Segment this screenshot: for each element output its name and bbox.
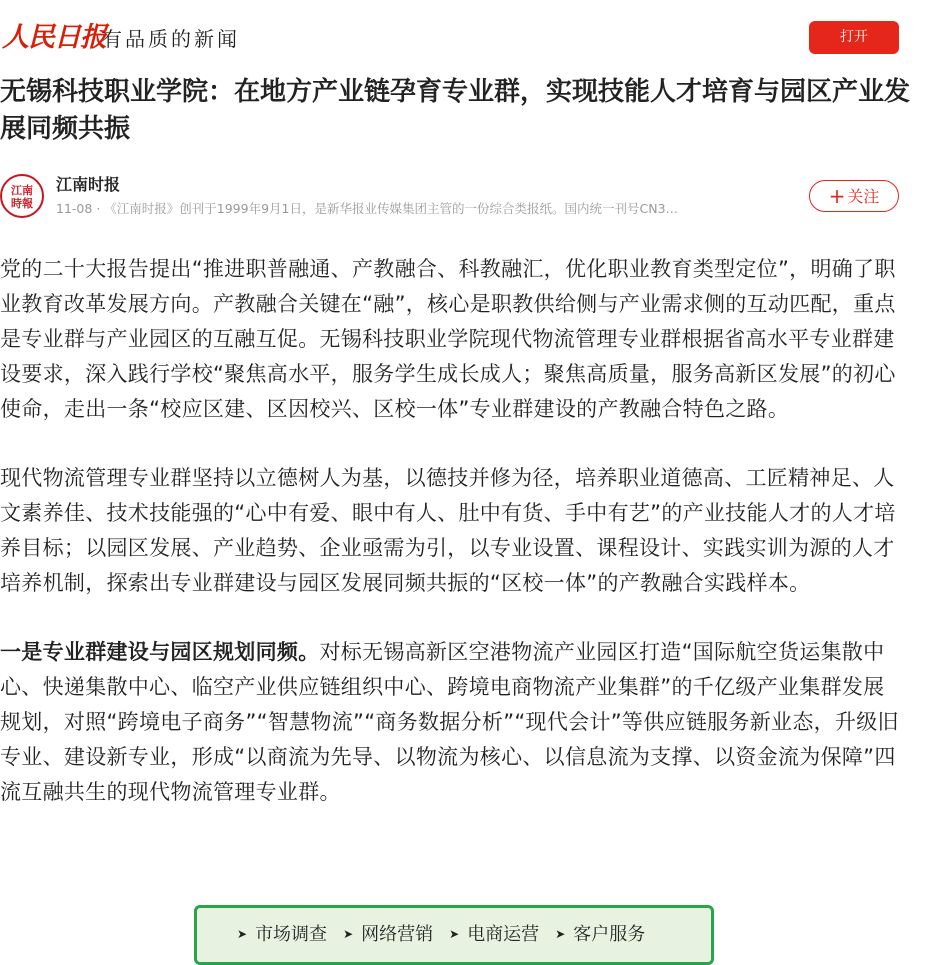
figure-item: ➤ 网络营销 (343, 920, 433, 946)
section-heading: 一是专业群建设与园区规划同频。 (0, 640, 320, 664)
author-meta (56, 200, 786, 218)
author-description: 《江南时报》创刊于1999年9月1日，是新华报业传媒集团主管的一份综合类报纸。国内统一刊号CN3… (104, 201, 679, 216)
jiangnan-times-seal-icon (2, 176, 42, 216)
paragraph-1: 党的二十大报告提出“推进职普融通、产教融合、科教融汇，优化职业教育类型定位”，明确了职业教育改革发展方向。产教融合关键在“融”，核心是职教供给侧与产业需求侧的互动匹配，重点是专业群与产业园区的互融互促。无锡科技职业学院现代物流管理专业群根据省高水平专业群建设要求，深入践行学校“聚焦高水平，服务学生成长成人；聚焦高质量，服务高新区发展”的初心使命，走出一条“校应区建、区因校兴、区校一体”专业群建设的产教融合特色之路。 (0, 257, 896, 421)
paragraph-2: 现代物流管理专业群坚持以立德树人为基，以德技并修为径，培养职业道德高、工匠精神足、人文素养佳、技术技能强的“心中有爱、眼中有人、肚中有货、手中有艺”的产业技能人才的人才培养目标；以园区发展、产业趋势、企业亟需为引，以专业设置、课程设计、实践实训为源的人才培养机制，探索出专业群建设与园区发展同频共振的“区校一体”的产教融合实践样本。 (0, 466, 896, 595)
top-bar (0, 0, 929, 76)
author-name[interactable]: 江南时报 (56, 175, 121, 194)
article-figure[interactable] (194, 905, 714, 965)
plus-icon: + (828, 184, 846, 208)
author-row (0, 170, 929, 226)
slogan: 有品质的新闻 (102, 27, 240, 51)
open-app-button[interactable]: 打开 (809, 21, 899, 54)
publish-date: 11-08 (56, 201, 93, 216)
section-body: 对标无锡高新区空港物流产业园区打造“国际航空货运集散中心、快递集散中心、临空产业供应链组织中心、跨境电商物流产业集群”的千亿级产业集群发展规划，对照“跨境电子商务”“智慧物流”“商务数据分析”“现代会计”等供应链服务新业态，升级旧专业、建设新专业，形成“以商流为先导、以物流为核心、以信息流为支撑、以资金流为保障”四流互融共生的现代物流管理专业群。 (0, 640, 899, 804)
figure-item: ➤ 市场调查 (237, 920, 327, 946)
svg-text:時報: 時報 (11, 197, 33, 210)
figure-item: ➤ 客户服务 (555, 920, 645, 946)
figure-items (237, 920, 645, 946)
paragraph-3 (0, 635, 900, 810)
figure-item: ➤ 电商运营 (449, 920, 539, 946)
follow-button[interactable] (809, 180, 899, 212)
author-avatar[interactable] (0, 174, 44, 218)
meta-separator: · (96, 201, 105, 216)
article-title: 无锡科技职业学院：在地方产业链孕育专业群，实现技能人才培育与园区产业发展同频共振 (0, 77, 911, 144)
article-body (0, 252, 900, 844)
follow-label: 关注 (847, 187, 880, 206)
people-daily-logo[interactable]: 人民日报 (2, 22, 106, 53)
svg-text:江南: 江南 (11, 184, 33, 197)
